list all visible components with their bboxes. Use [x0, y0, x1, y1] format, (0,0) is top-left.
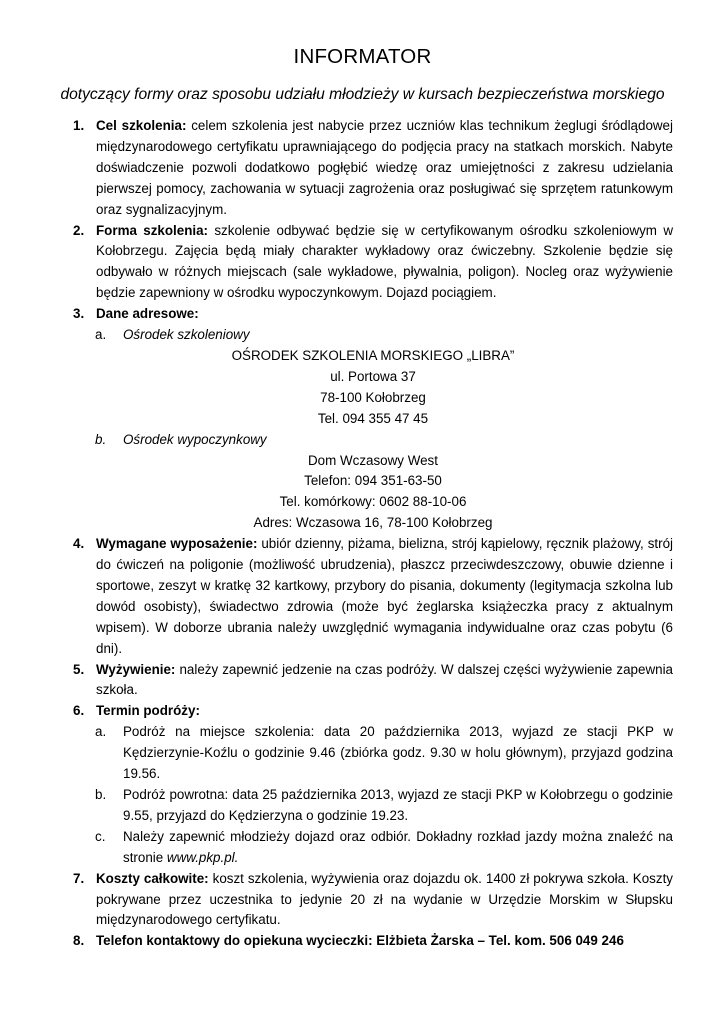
sub-item-return — [73, 785, 673, 827]
sub-text: Należy zapewnić młodzieży dojazd oraz odbiór. Dokładny rozkład jazdy można znaleźć na stronie — [123, 828, 673, 865]
address-line: 78-100 Kołobrzeg — [320, 389, 426, 405]
list-item-form — [73, 221, 673, 305]
sub-text: Podróż powrotna: data 25 października 2013, wyjazd ze stacji PKP w Kołobrzegu o godzinie 9.55, przyjazd do Kędzierzyna o godzinie 19.23. — [123, 787, 673, 823]
item-label: Wyżywienie: — [96, 661, 176, 677]
address-block-holiday — [73, 451, 673, 535]
item-number: 1. — [73, 118, 85, 133]
list-item-costs — [73, 869, 673, 932]
list-item-meals — [73, 660, 673, 702]
item-label: Cel szkolenia: — [96, 118, 187, 133]
list-item-addresses — [73, 304, 673, 325]
list-item-goal — [73, 116, 673, 221]
list-item-contact — [73, 931, 673, 952]
sub-letter: b. — [95, 787, 107, 802]
item-number: 6. — [73, 703, 85, 719]
list-item-equipment — [73, 534, 673, 659]
sub-letter: a. — [95, 724, 107, 740]
item-text: koszt szkolenia, wyżywienia oraz dojazdu ok. 1400 zł pokrywa szkoła. Koszty pokrywane przez uczestnika to jedynie 20 zł na wydanie w Urzędzie Morskim w Słupsku międzynarodowego certyfikatu. — [96, 870, 673, 928]
page-subtitle: dotyczący formy oraz sposobu udziału młodzieży w kursach bezpieczeństwa morskiego — [60, 86, 665, 103]
item-label: Dane adresowe: — [96, 306, 199, 322]
item-label: Termin podróży: — [96, 703, 200, 719]
pkp-link[interactable]: www.pkp.pl. — [166, 849, 239, 865]
sub-letter: a. — [95, 327, 107, 343]
sub-text: Podróż na miejsce szkolenia: data 20 października 2013, wyjazd ze stacji PKP w Kędzierzynie-Koźlu o godzinie 9.46 (zbiórka godz. 9.30 w holu głównym), przyjazd godzina 19.56. — [123, 724, 673, 782]
sub-item-training-center — [73, 325, 673, 346]
item-text: należy zapewnić jedzenie na czas podróży. W dalszej części wyżywienie zapewnia szkoła. — [96, 661, 673, 698]
item-label: Koszty całkowite: — [96, 870, 209, 886]
sub-title: Ośrodek wypoczynkowy — [123, 431, 267, 447]
sub-letter: b. — [95, 431, 107, 447]
sub-title: Ośrodek szkoleniowy — [123, 327, 250, 343]
item-number: 8. — [73, 933, 85, 949]
page-title: INFORMATOR — [293, 45, 432, 68]
contact-line: Telefon kontaktowy do opiekuna wycieczki: Elżbieta Żarska – Tel. kom. 506 049 246 — [96, 933, 624, 949]
address-line: Tel. komórkowy: 0602 88-10-06 — [279, 494, 467, 510]
item-number: 3. — [73, 306, 85, 322]
sub-letter: c. — [95, 828, 106, 844]
item-label: Wymagane wyposażenie: — [96, 536, 258, 552]
sub-item-departure — [73, 722, 673, 785]
item-number: 7. — [73, 870, 85, 886]
address-line: Telefon: 094 351-63-50 — [304, 473, 442, 489]
item-number: 2. — [73, 222, 85, 238]
address-line: Tel. 094 355 47 45 — [317, 410, 429, 426]
document-body — [73, 116, 673, 952]
sub-item-holiday-center — [73, 430, 673, 451]
address-line: Adres: Wczasowa 16, 78-100 Kołobrzeg — [253, 515, 493, 531]
item-number: 5. — [73, 661, 85, 677]
item-label: Forma szkolenia: — [96, 222, 209, 238]
address-block-training — [73, 346, 673, 430]
address-line: ul. Portowa 37 — [330, 368, 416, 384]
address-line: OŚRODEK SZKOLENIA MORSKIEGO „LIBRA” — [231, 347, 515, 363]
sub-item-transport — [73, 827, 673, 869]
item-text: ubiór dzienny, piżama, bielizna, strój kąpielowy, ręcznik plażowy, strój do ćwiczeń na poligonie (możliwość ubrudzenia), płaszcz przeciwdeszczowy, obuwie dzienne i sportowe, zeszyt w kratkę 32 kartkowy, przybory do pisania, dokumenty (legitymacja szkolna lub dowód osobisty), świadectwo zdrowia (może być żeglarska książeczka pracy z aktualnym wpisem). W doborze ubrania należy uwzględnić wymagania indywidualne oraz czas pobytu (6 dni). — [96, 536, 673, 656]
address-line: Dom Wczasowy West — [308, 452, 438, 468]
item-text: celem szkolenia jest nabycie przez uczniów klas technikum żeglugi śródlądowej międzynarodowego certyfikatu uprawniającego do podjęcia pracy na statkach morskich. Nabyte doświadczenie pozwoli dodatkowo pogłębić wiedzę oraz umiejętności z zakresu udzielania pierwszej pomocy, zachowania w sytuacji zagrożenia oraz posługiwać się sprzętem ratunkowym oraz sygnalizacyjnym. — [96, 118, 673, 217]
item-text: szkolenie odbywać będzie się w certyfikowanym ośrodku szkoleniowym w Kołobrzegu. Zajęcia będą miały charakter wykładowy oraz ćwiczebny. Szkolenie będzie się odbywało w różnych miejscach (sale wykładowe, pływalnia, poligon). Nocleg oraz wyżywienie będzie zapewniony w ośrodku wypoczynkowym. Dojazd pociągiem. — [96, 222, 673, 301]
list-item-travel — [73, 701, 673, 722]
item-number: 4. — [73, 536, 85, 552]
